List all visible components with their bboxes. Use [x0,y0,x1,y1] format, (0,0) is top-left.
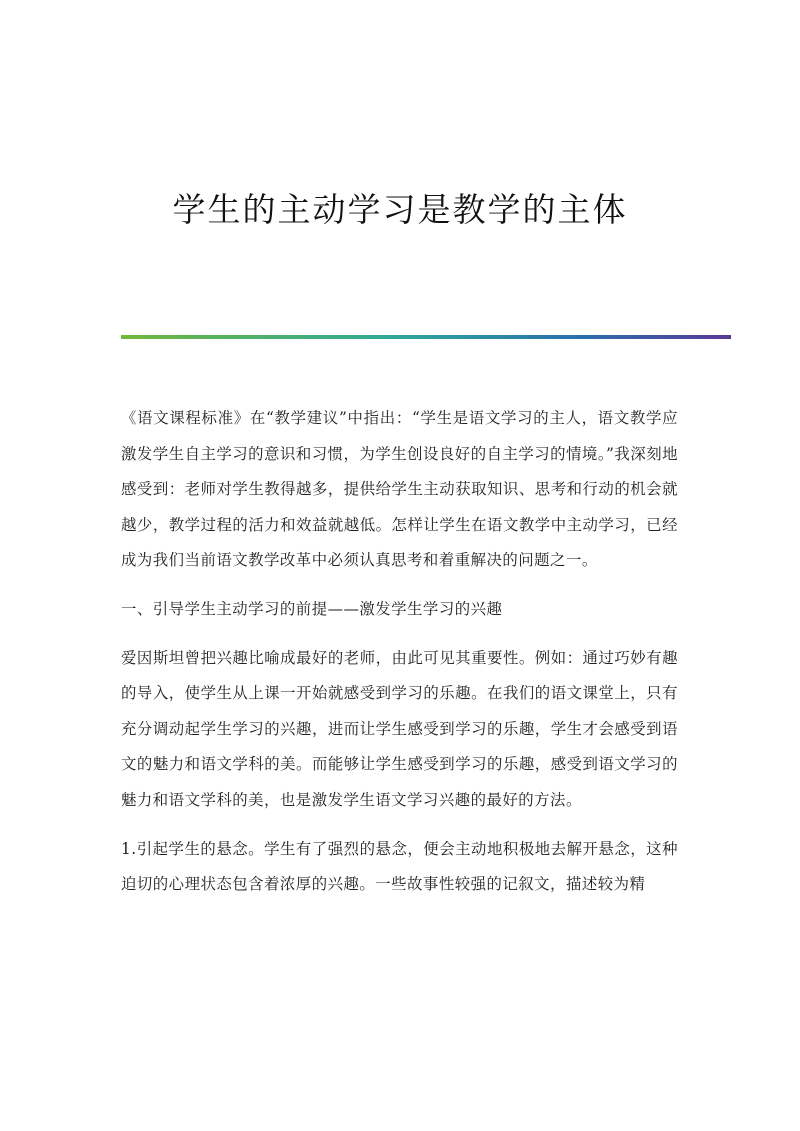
page-title: 学生的主动学习是教学的主体 [172,190,628,229]
intro-paragraph: 《语文课程标准》在“教学建议”中指出：“学生是语文学习的主人，语文教学应激发学生自主学习的意识和习惯，为学生创设良好的自主学习的情境。”我深刻地感受到：老师对学生教得越多，提供给学生主动获取知识、思考和行动的机会就越少，教学过程的活力和效益就越低。怎样让学生在语文教学中主动学习，已经成为我们当前语文教学改革中必须认真思考和着重解决的问题之一。 [121,409,678,570]
numbered-paragraph: 1.引起学生的悬念。学生有了强烈的悬念，便会主动地积极地去解开悬念，这种迫切的心理状态包含着浓厚的兴趣。一些故事性较强的记叙文，描述较为精 [121,839,678,894]
document-body [121,401,678,916]
title-divider [121,335,731,339]
body-paragraph: 爱因斯坦曾把兴趣比喻成最好的老师，由此可见其重要性。例如：通过巧妙有趣的导入，使学生从上课一开始就感受到学习的乐趣。在我们的语文课堂上，只有充分调动起学生学习的兴趣，进而让学生感受到学习的乐趣，学生才会感受到语文的魅力和语文学科的美。而能够让学生感受到学习的乐趣，感受到语文学习的魅力和语文学科的美，也是激发学生语文学习兴趣的最好的方法。 [121,648,678,809]
section-heading: 一、引导学生主动学习的前提——激发学生学习的兴趣 [121,599,503,618]
